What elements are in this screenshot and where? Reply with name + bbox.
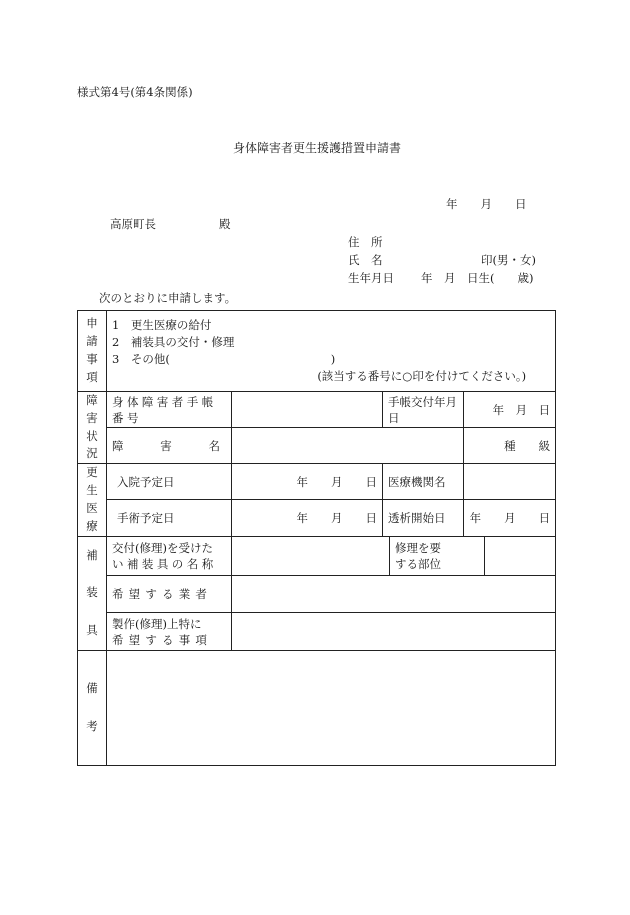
notebook-no-label: 身体障害者手帳番号	[112, 394, 217, 425]
birth-date-fields[interactable]: 年 月 日生( 歳)	[421, 271, 534, 285]
vendor-field[interactable]	[232, 575, 556, 612]
addressee-name: 高原町長	[110, 217, 156, 231]
repair-part-label-cell	[390, 536, 485, 575]
form-number: 様式第4号(第4条関係)	[77, 85, 193, 99]
device-name-label-line: い補装具の名称	[112, 556, 217, 571]
issue-date-field[interactable]: 年 月 日	[464, 392, 556, 428]
admission-label-cell	[107, 464, 232, 500]
surgery-label: 手術予定日	[117, 510, 175, 525]
disability-name-label-cell	[107, 428, 232, 464]
issue-date-label: 手帳交付年月日	[388, 394, 457, 425]
institution-label: 医療機関名	[388, 474, 446, 489]
disability-name-char: 障	[112, 438, 124, 453]
issue-date-label-cell	[383, 392, 464, 428]
request-label-cell	[78, 311, 107, 392]
request-item-3[interactable]: 3 その他( )	[112, 352, 336, 366]
device-label-cell	[78, 536, 107, 651]
device-name-field[interactable]	[232, 536, 390, 575]
remarks-label: 備考	[86, 681, 98, 734]
device-label: 補装具	[86, 547, 98, 638]
dialysis-date-field[interactable]: 年 月 日	[464, 500, 556, 536]
document-title: 身体障害者更生援護措置申請書	[233, 141, 402, 155]
disability-name-char: 害	[160, 438, 172, 453]
medical-label-cell	[78, 464, 107, 536]
dialysis-label-cell	[383, 500, 464, 536]
remarks-field[interactable]	[107, 651, 556, 766]
repair-part-label-line: 修理を要	[395, 540, 441, 555]
birth-date-label: 生年月日	[348, 271, 394, 285]
address-label: 住 所	[348, 235, 383, 249]
addressee-honorific: 殿	[219, 217, 231, 231]
repair-part-label-line: する部位	[395, 556, 441, 571]
request-note: (該当する番号に○印を付けてください。)	[317, 369, 527, 384]
application-table	[77, 310, 556, 766]
name-label: 氏 名	[348, 253, 383, 267]
admission-date-field[interactable]: 年 月 日	[232, 464, 383, 500]
special-request-label-cell	[107, 612, 232, 650]
disability-label: 障害状況	[86, 393, 98, 461]
surgery-date-field[interactable]: 年 月 日	[232, 500, 383, 536]
medical-label: 更生医療	[86, 465, 98, 533]
notebook-no-field[interactable]	[232, 392, 383, 428]
request-item-1[interactable]: 1 更生医療の給付	[112, 317, 212, 332]
request-item-2[interactable]: 2 補装具の交付・修理	[112, 334, 235, 349]
application-date[interactable]: 年 月 日	[446, 197, 527, 211]
surgery-label-cell	[107, 500, 232, 536]
disability-name-field[interactable]	[232, 428, 464, 464]
admission-label: 入院予定日	[117, 474, 175, 489]
request-label: 申請事項	[86, 316, 98, 384]
disability-grade-field[interactable]: 種 級	[464, 428, 556, 464]
seal-gender: 印(男・女)	[481, 253, 536, 267]
remarks-label-cell	[78, 651, 107, 766]
notebook-no-label-cell	[107, 392, 232, 428]
institution-field[interactable]	[464, 464, 556, 500]
dialysis-label: 透析開始日	[388, 510, 446, 525]
special-request-label-line: 製作(修理)上特に	[112, 616, 202, 631]
vendor-label-cell	[107, 575, 232, 612]
device-name-label-cell	[107, 536, 232, 575]
repair-part-field[interactable]	[485, 536, 556, 575]
disability-name-char: 名	[208, 438, 220, 453]
special-request-label-line: 希望する事項	[112, 632, 213, 647]
intro-text: 次のとおりに申請します。	[99, 291, 237, 305]
special-request-field[interactable]	[232, 612, 556, 650]
disability-label-cell	[78, 392, 107, 464]
institution-label-cell	[383, 464, 464, 500]
device-name-label-line: 交付(修理)を受けた	[112, 540, 213, 555]
request-items-cell[interactable]	[107, 311, 556, 392]
vendor-label: 希望する業者	[112, 586, 213, 601]
